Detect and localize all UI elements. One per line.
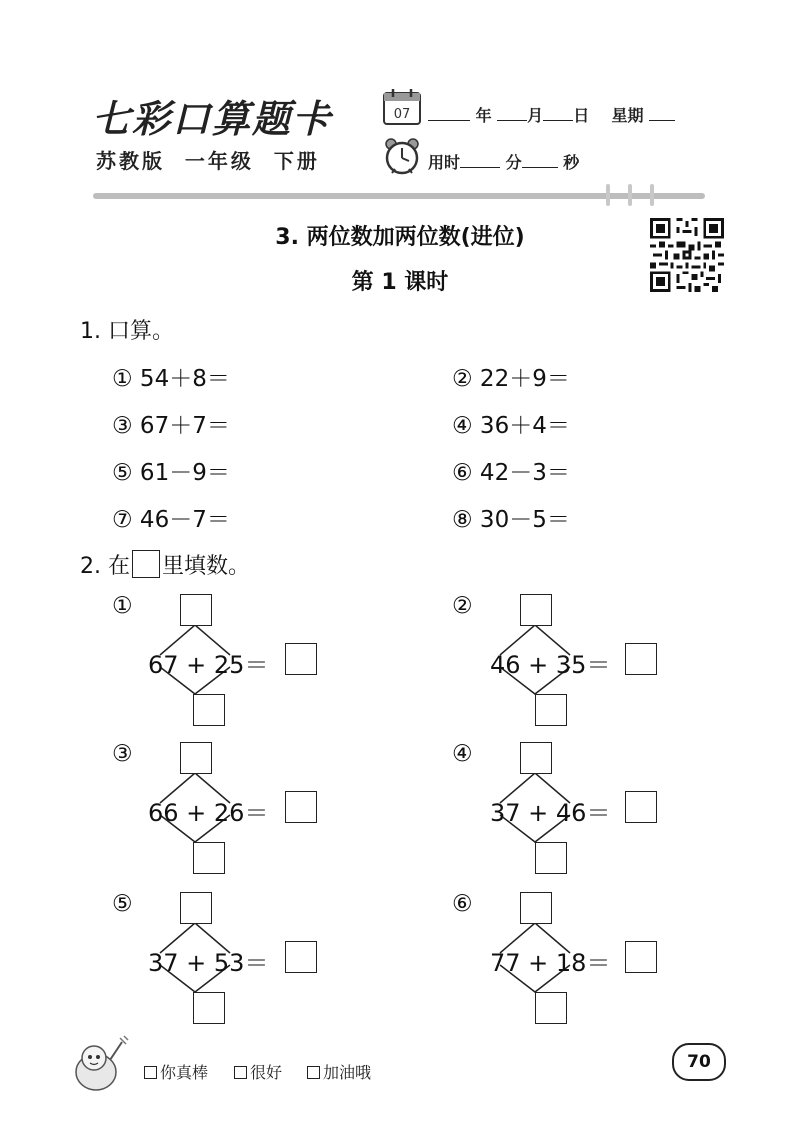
split-box-top[interactable]	[520, 742, 552, 774]
answer-box[interactable]	[285, 643, 317, 675]
edition-label: 苏教版 一年级 下册	[96, 149, 320, 173]
date-fill-line	[428, 103, 675, 126]
answer-box[interactable]	[285, 941, 317, 973]
rating-you-are-great[interactable]	[144, 1060, 208, 1083]
calc-item: ⑦ 46－7＝	[112, 507, 230, 533]
answer-box[interactable]	[625, 643, 657, 675]
page-number: 70	[672, 1043, 726, 1081]
weekday-blank[interactable]	[649, 106, 675, 121]
checkbox-icon	[307, 1066, 320, 1079]
addition-expression: 37 + 53＝	[148, 949, 269, 977]
alarm-clock-icon	[382, 136, 422, 176]
item-number: ②	[452, 593, 473, 619]
addition-expression: 37 + 46＝	[490, 799, 611, 827]
item-number: ④	[452, 741, 473, 767]
split-box-top[interactable]	[180, 742, 212, 774]
year-label: 年	[475, 106, 492, 125]
seconds-blank[interactable]	[522, 153, 558, 168]
minutes-label: 分	[505, 153, 522, 172]
mascot-icon	[66, 1030, 136, 1100]
question-2-title-end: 里填数。	[161, 554, 250, 579]
time-fill-line	[428, 150, 579, 173]
brand-title: 七彩口算题卡	[92, 96, 333, 141]
calc-item: ⑥ 42－3＝	[452, 460, 570, 486]
split-box-bottom[interactable]	[193, 992, 225, 1024]
calendar-icon	[382, 88, 422, 126]
answer-box[interactable]	[625, 791, 657, 823]
time-label: 用时	[428, 153, 461, 172]
binder-rings-icon	[600, 180, 670, 210]
rating-keep-going[interactable]	[307, 1060, 371, 1083]
month-label: 月	[527, 106, 544, 125]
split-box-bottom[interactable]	[535, 992, 567, 1024]
calendar-day: 07	[393, 107, 411, 122]
split-box-top[interactable]	[520, 892, 552, 924]
item-number: ①	[112, 593, 133, 619]
split-box-top[interactable]	[180, 594, 212, 626]
calc-item: ① 54＋8＝	[112, 366, 230, 392]
minutes-blank[interactable]	[460, 153, 500, 168]
lesson-title: 3. 两位数加两位数(进位)	[275, 225, 525, 250]
day-blank[interactable]	[543, 106, 573, 121]
seconds-label: 秒	[563, 153, 580, 172]
rating-very-good[interactable]	[234, 1060, 282, 1083]
rating-label: 你真棒	[160, 1063, 209, 1082]
question-2-title-start: 2. 在	[80, 554, 130, 579]
checkbox-icon	[234, 1066, 247, 1079]
calc-item: ⑤ 61－9＝	[112, 460, 230, 486]
weekday-label: 星期	[611, 106, 644, 125]
rating-label: 加油哦	[323, 1063, 372, 1082]
calc-item: ② 22＋9＝	[452, 366, 570, 392]
answer-box[interactable]	[285, 791, 317, 823]
split-box-bottom[interactable]	[193, 694, 225, 726]
addition-expression: 67 + 25＝	[148, 651, 269, 679]
question-1-title: 1. 口算。	[80, 319, 174, 344]
year-blank[interactable]	[428, 106, 470, 121]
split-box-bottom[interactable]	[193, 842, 225, 874]
answer-box[interactable]	[625, 941, 657, 973]
addition-expression: 46 + 35＝	[490, 651, 611, 679]
split-box-top[interactable]	[520, 594, 552, 626]
question-2-title	[80, 549, 250, 580]
day-label: 日	[573, 106, 590, 125]
item-number: ③	[112, 741, 133, 767]
rating-label: 很好	[250, 1063, 283, 1082]
item-number: ⑥	[452, 891, 473, 917]
lesson-subtitle: 第 1 课时	[351, 270, 449, 295]
item-number: ⑤	[112, 891, 133, 917]
addition-expression: 66 + 26＝	[148, 799, 269, 827]
split-box-bottom[interactable]	[535, 694, 567, 726]
addition-expression: 77 + 18＝	[490, 949, 611, 977]
split-box-top[interactable]	[180, 892, 212, 924]
calc-item: ⑧ 30－5＝	[452, 507, 570, 533]
example-box-icon	[132, 550, 160, 578]
checkbox-icon	[144, 1066, 157, 1079]
month-blank[interactable]	[497, 106, 527, 121]
calc-item: ③ 67＋7＝	[112, 413, 230, 439]
calc-item: ④ 36＋4＝	[452, 413, 570, 439]
split-box-bottom[interactable]	[535, 842, 567, 874]
